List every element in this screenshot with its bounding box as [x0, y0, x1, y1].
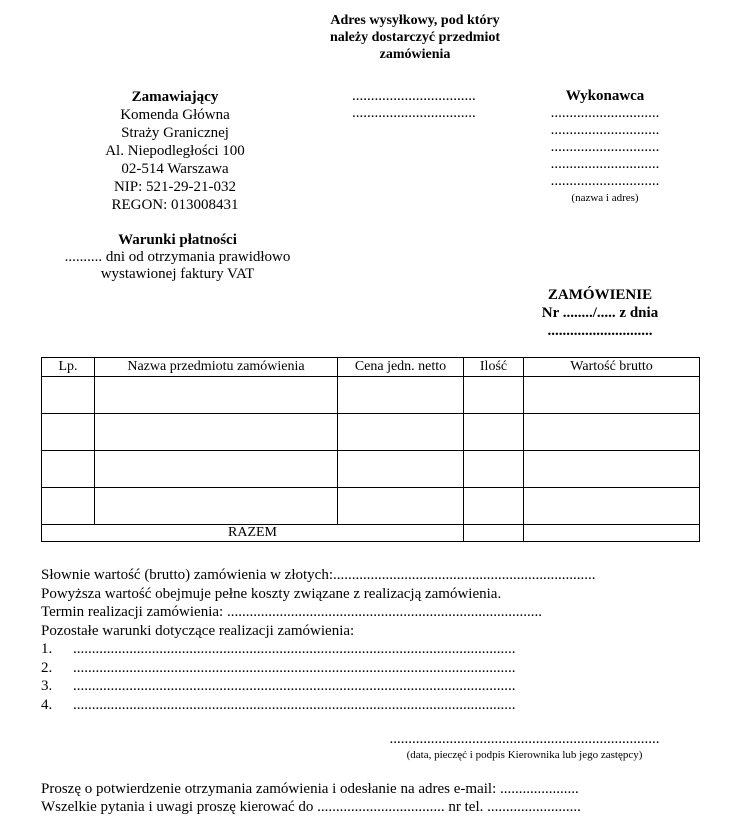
table-cell[interactable] [95, 451, 338, 488]
sum-quantity-cell[interactable] [464, 525, 524, 542]
ordering-party-line: REGON: 013008431 [111, 197, 239, 213]
order-conditions [41, 566, 596, 714]
table-cell[interactable] [42, 451, 95, 488]
payment-terms-line: .......... dni od otrzymania prawidłowo [64, 249, 291, 265]
list-item [41, 677, 596, 696]
column-header-quantity: Ilość [464, 358, 524, 377]
table-cell[interactable] [95, 488, 338, 525]
column-header-unit-price: Cena jedn. netto [338, 358, 464, 377]
table-cell[interactable] [95, 414, 338, 451]
table-cell[interactable] [338, 488, 464, 525]
sum-label: RAZEM [42, 525, 464, 542]
order-items-table [41, 357, 700, 542]
ordering-party-block [70, 88, 280, 214]
payment-terms-block [40, 232, 315, 283]
column-header-lp: Lp. [42, 358, 95, 377]
table-cell[interactable] [42, 377, 95, 414]
shipping-address-fields [352, 88, 476, 122]
ordering-party-title: Zamawiający [131, 89, 219, 105]
questions-contact: Wszelkie pytania i uwagi proszę kierować do .................................. nr tel. ......................... [41, 799, 581, 815]
ordering-party-line: Komenda Główna [120, 107, 230, 123]
table-row [42, 451, 700, 488]
contractor-dots: ............................. [550, 139, 660, 155]
list-item-number: 3. [41, 678, 53, 694]
table-row [42, 488, 700, 525]
contractor-dots: ............................. [550, 105, 660, 121]
table-header-row [42, 358, 700, 377]
signature-block [352, 731, 697, 763]
ordering-party-line: NIP: 521-29-21-032 [113, 179, 237, 195]
shipping-line: należy dostarczyć przedmiot [329, 30, 501, 45]
shipping-line: Adres wysyłkowy, pod który [330, 13, 500, 28]
list-item-dots: ...................................................................................................................... [73, 641, 516, 657]
footer-block [41, 780, 581, 816]
shipping-address-dots: ................................. [352, 105, 476, 121]
column-header-gross-value: Wartość brutto [524, 358, 700, 377]
table-cell[interactable] [42, 414, 95, 451]
table-row [42, 377, 700, 414]
ordering-party-line: Straży Granicznej [121, 125, 229, 141]
list-item [41, 696, 596, 715]
contractor-note: (nazwa i adres) [571, 192, 639, 204]
table-cell[interactable] [338, 451, 464, 488]
table-sum-row [42, 525, 700, 542]
list-item-dots: ...................................................................................................................... [73, 696, 516, 713]
column-header-name: Nazwa przedmiotu zamówienia [95, 358, 338, 377]
contractor-title: Wykonawca [565, 88, 645, 104]
payment-terms-line: wystawionej faktury VAT [100, 266, 255, 282]
signature-caption: (data, pieczęć i podpis Kierownika lub jego zastępcy) [406, 749, 643, 761]
table-row [42, 414, 700, 451]
contractor-dots: ............................. [550, 156, 660, 172]
table-cell[interactable] [524, 377, 700, 414]
shipping-address-heading [290, 12, 540, 63]
payment-terms-title: Warunki płatności [118, 232, 237, 248]
cost-note: Powyższa wartość obejmuje pełne koszty związane z realizacją zamówienia. [41, 585, 502, 602]
ordering-party-line: 02-514 Warszawa [121, 161, 229, 177]
table-cell[interactable] [464, 377, 524, 414]
list-item-dots: ...................................................................................................................... [73, 678, 516, 694]
list-item [41, 659, 596, 678]
other-terms-heading: Pozostałe warunki dotyczące realizacji zamówienia: [41, 622, 355, 639]
contractor-dots: ............................. [550, 122, 660, 138]
table-cell[interactable] [338, 377, 464, 414]
table-cell[interactable] [464, 414, 524, 451]
order-title: ZAMÓWIENIE [547, 287, 653, 303]
confirmation-request: Proszę o potwierdzenie otrzymania zamówienia i odesłanie na adres e-mail: ..................... [41, 781, 579, 797]
table-cell[interactable] [338, 414, 464, 451]
list-item-number: 1. [41, 641, 53, 657]
contractor-dots: ............................. [550, 173, 660, 189]
signature-dots: ........................................................................ [389, 731, 660, 747]
sum-value-cell[interactable] [524, 525, 700, 542]
list-item-dots: ...................................................................................................................... [73, 659, 516, 676]
table-cell[interactable] [524, 488, 700, 525]
contractor-block [535, 88, 675, 207]
list-item-number: 4. [41, 696, 53, 713]
order-number-line: Nr ......../..... z dnia [541, 305, 659, 321]
table-cell[interactable] [95, 377, 338, 414]
table-cell[interactable] [464, 488, 524, 525]
list-item [41, 640, 596, 659]
shipping-address-dots: ................................. [352, 88, 476, 104]
table-cell[interactable] [42, 488, 95, 525]
amount-in-words-line: Słownie wartość (brutto) zamówienia w złotych:...................................................................... [41, 567, 596, 583]
table-cell[interactable] [524, 451, 700, 488]
ordering-party-line: Al. Niepodległości 100 [105, 143, 245, 159]
list-item-number: 2. [41, 659, 53, 676]
order-title-block [520, 286, 680, 340]
deadline-line: Termin realizacji zamówienia: .................................................................................... [41, 604, 542, 620]
shipping-line: zamówienia [379, 47, 451, 62]
order-date-dots: ............................ [547, 323, 653, 339]
table-cell[interactable] [524, 414, 700, 451]
table-cell[interactable] [464, 451, 524, 488]
